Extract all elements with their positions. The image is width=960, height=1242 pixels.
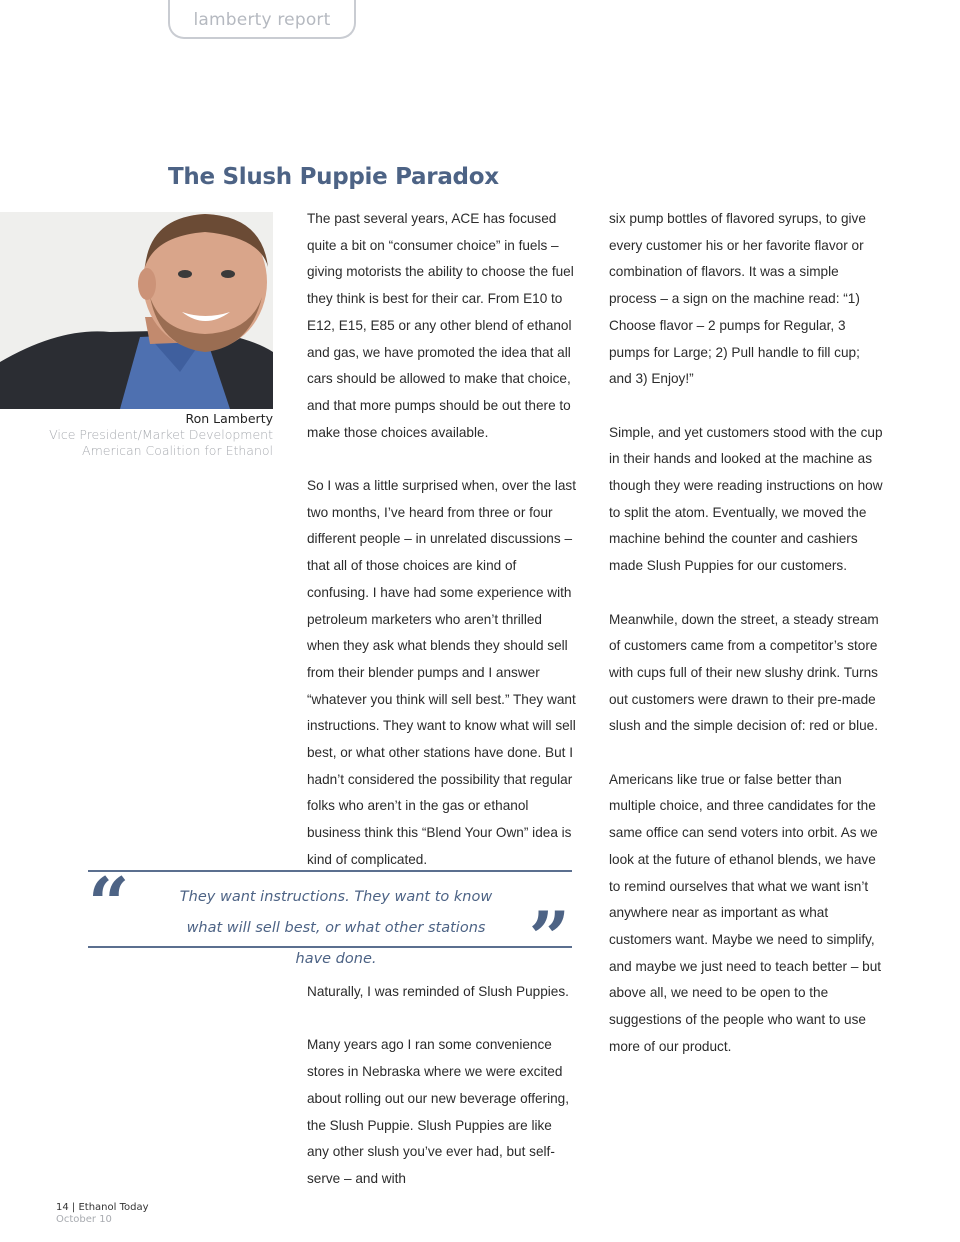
paragraph: The past several years, ACE has focused quite a bit on “consumer choice” in fuels – giving motorists the ability to choose the fuel they think is best for their car. From E10 to E12, E15, E85 or any other blend of ethanol and gas, we have promoted the idea that all cars should be allowed to make that choice, and that more pumps should be out there to make those choices available.: [307, 211, 574, 440]
pull-quote-text: They want instructions. They want to know what will sell best, or what other stations have done.: [179, 889, 493, 967]
author-photo: [0, 212, 273, 409]
paragraph: Meanwhile, down the street, a steady stream of customers came from a competitor’s store with cups full of their new slushy drink. Turns out customers were drawn to their pre-made slush and the simple decision of: red or blue.: [609, 611, 879, 734]
issue-date: October 10: [56, 1214, 112, 1225]
author-organization: American Coalition for Ethanol: [82, 443, 273, 458]
page-footer: [56, 1202, 149, 1226]
paragraph: Many years ago I ran some convenience stores in Nebraska where we were excited about rolling out our new beverage offering, the Slush Puppie. Slush Puppies are like any other slush you’ve ever had, but self-serve – and with: [307, 1037, 569, 1186]
open-quote-mark: “: [88, 861, 130, 946]
body-column-middle-bottom: [307, 979, 577, 1219]
author-caption: [49, 411, 273, 459]
close-quote-mark: ”: [528, 895, 570, 980]
paragraph: So I was a little surprised when, over the last two months, I’ve heard from three or four different people – in unrelated discussions – that all of those choices are kind of confusing. I have had some experience with petroleum marketers who aren’t thrilled when they ask what blends they should sell from their blender pumps and I answer “whatever you think will sell best.” They want instructions. They want to know what will sell best, or what other stations have done. But I hadn’t considered the possibility that regular folks who aren’t in the gas or ethanol business think this “Blend Your Own” idea is kind of complicated.: [307, 478, 576, 867]
paragraph: Simple, and yet customers stood with the cup in their hands and looked at the machine as though they were reading instructions on how to split the atom. Eventually, we moved the machine behind the counter and cashiers made Slush Puppies for our customers.: [609, 424, 883, 574]
body-column-middle-top: [307, 206, 577, 900]
paragraph: Americans like true or false better than multiple choice, and three candidates for the same office can send voters into orbit. As we look at the future of ethanol blends, we have to remind ourselves that what we want isn’t anywhere near as important as what customers want. Maybe we need to simplify, and maybe we just need to teach better – but above all, we need to be open to the suggestions of the people who want to use more of our product.: [609, 771, 882, 1054]
article-title: The Slush Puppie Paradox: [168, 164, 499, 190]
author-title: Vice President/Market Development: [49, 427, 273, 442]
section-tab: lamberty report: [168, 0, 356, 39]
body-column-right: [609, 206, 884, 1087]
author-name: Ron Lamberty: [185, 411, 273, 426]
paragraph: Naturally, I was reminded of Slush Puppies.: [307, 984, 569, 999]
pull-quote: [88, 861, 572, 980]
paragraph: six pump bottles of flavored syrups, to give every customer his or her favorite flavor or combination of flavors. It was a simple process – a sign on the machine read: “1) Choose flavor – 2 pumps for Regular, 3 pumps for Large; 2) Pull handle to fill cup; and 3) Enjoy!”: [609, 211, 866, 387]
page-number-publication: 14 | Ethanol Today: [56, 1202, 149, 1213]
